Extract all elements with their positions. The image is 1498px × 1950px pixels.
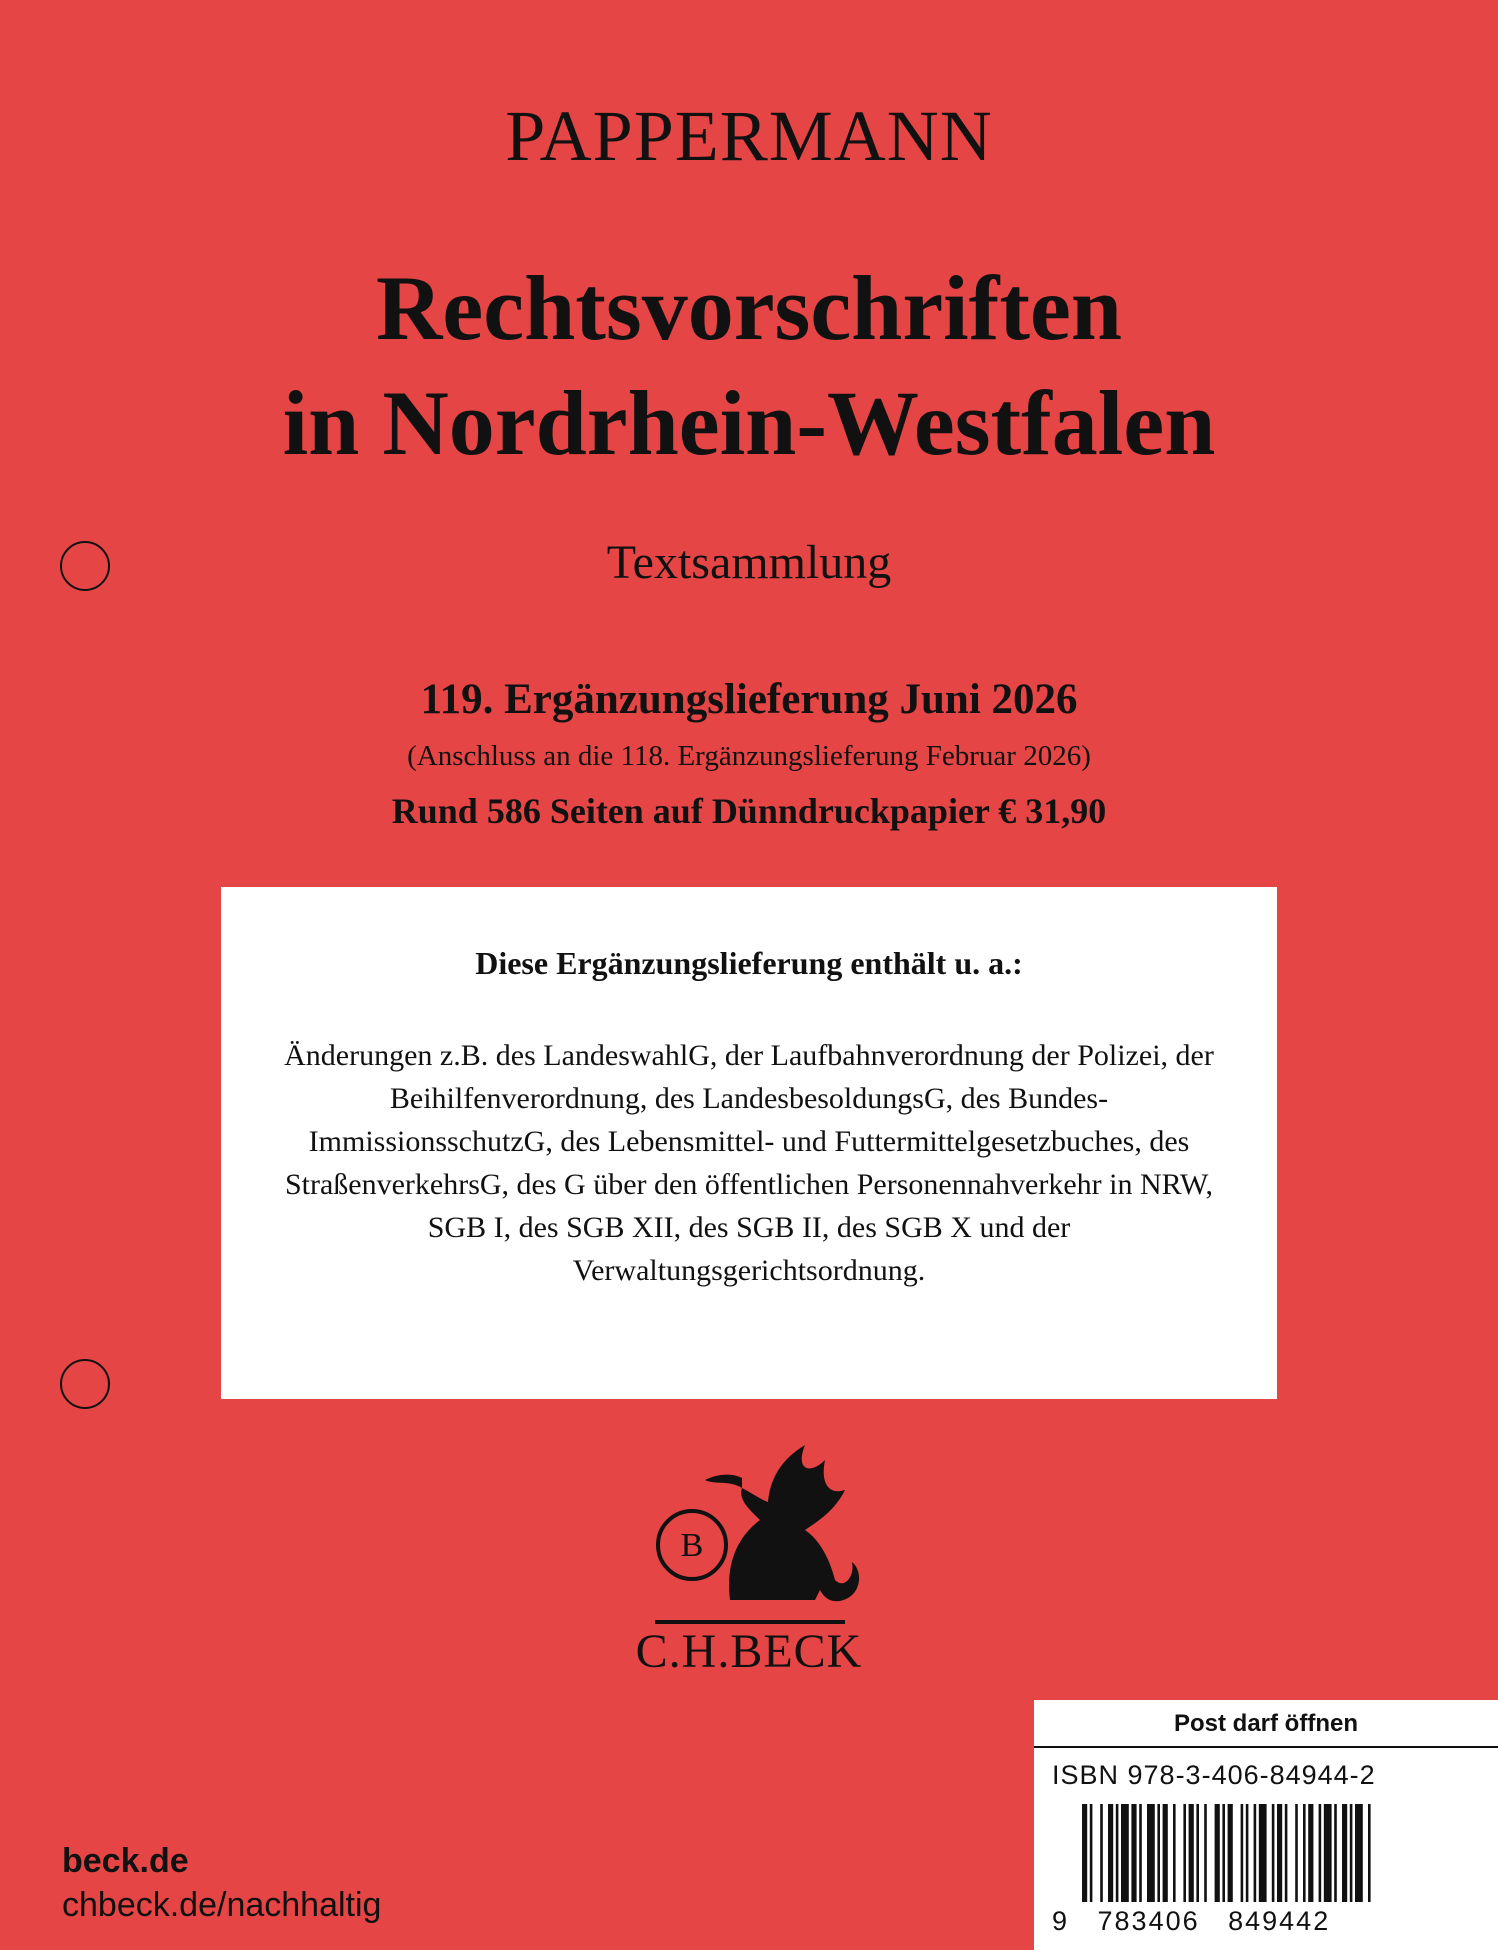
barcode-icon — [1082, 1804, 1474, 1902]
label-divider — [1034, 1746, 1498, 1748]
post-notice: Post darf öffnen — [1174, 1710, 1358, 1737]
isbn-text: ISBN 978-3-406-84944-2 — [1052, 1760, 1376, 1790]
barcode-digits: 9 783406 849442 — [1052, 1906, 1331, 1936]
subtitle: Textsammlung — [606, 536, 892, 589]
price-line: Rund 586 Seiten auf Dünndruckpapier € 31,90 — [391, 791, 1107, 831]
contents-heading: Diese Ergänzungslieferung enthält u. a.: — [475, 945, 1023, 981]
contents-box — [221, 887, 1277, 1399]
logo-letter: B — [680, 1527, 704, 1564]
edition-note: (Anschluss an die 118. Ergänzungslieferung Februar 2026) — [407, 740, 1091, 772]
punch-hole-top — [60, 541, 110, 591]
contents-body: Änderungen z.B. des LandeswahlG, der Laufbahnverordnung der Polizei, der Beihilfenverordnung, des LandesbesoldungsG, des Bundes-ImmissionsschutzG, des Lebensmittel- und Futtermittelgesetzbuches, des StraßenverkehrsG, des G über den öffentlichen Personennahverkehr in NRW, SGB I, des SGB XII, des SGB II, des SGB X und der Verwaltungsgerichtsordnung. — [284, 1039, 1214, 1287]
title-line-2: in Nordrhein-Westfalen — [282, 372, 1216, 474]
website-link[interactable]: beck.de — [62, 1842, 189, 1880]
isbn-label — [1034, 1700, 1498, 1950]
publisher-name: C.H.BECK — [635, 1625, 863, 1678]
punch-hole-bottom — [60, 1359, 110, 1409]
edition-title: 119. Ergänzungslieferung Juni 2026 — [420, 676, 1078, 723]
author-name: PAPPERMANN — [505, 96, 993, 176]
sustainability-link[interactable]: chbeck.de/nachhaltig — [62, 1886, 382, 1924]
griffin-logo-icon — [630, 1440, 870, 1610]
title-line-1: Rechtsvorschriften — [375, 257, 1123, 359]
